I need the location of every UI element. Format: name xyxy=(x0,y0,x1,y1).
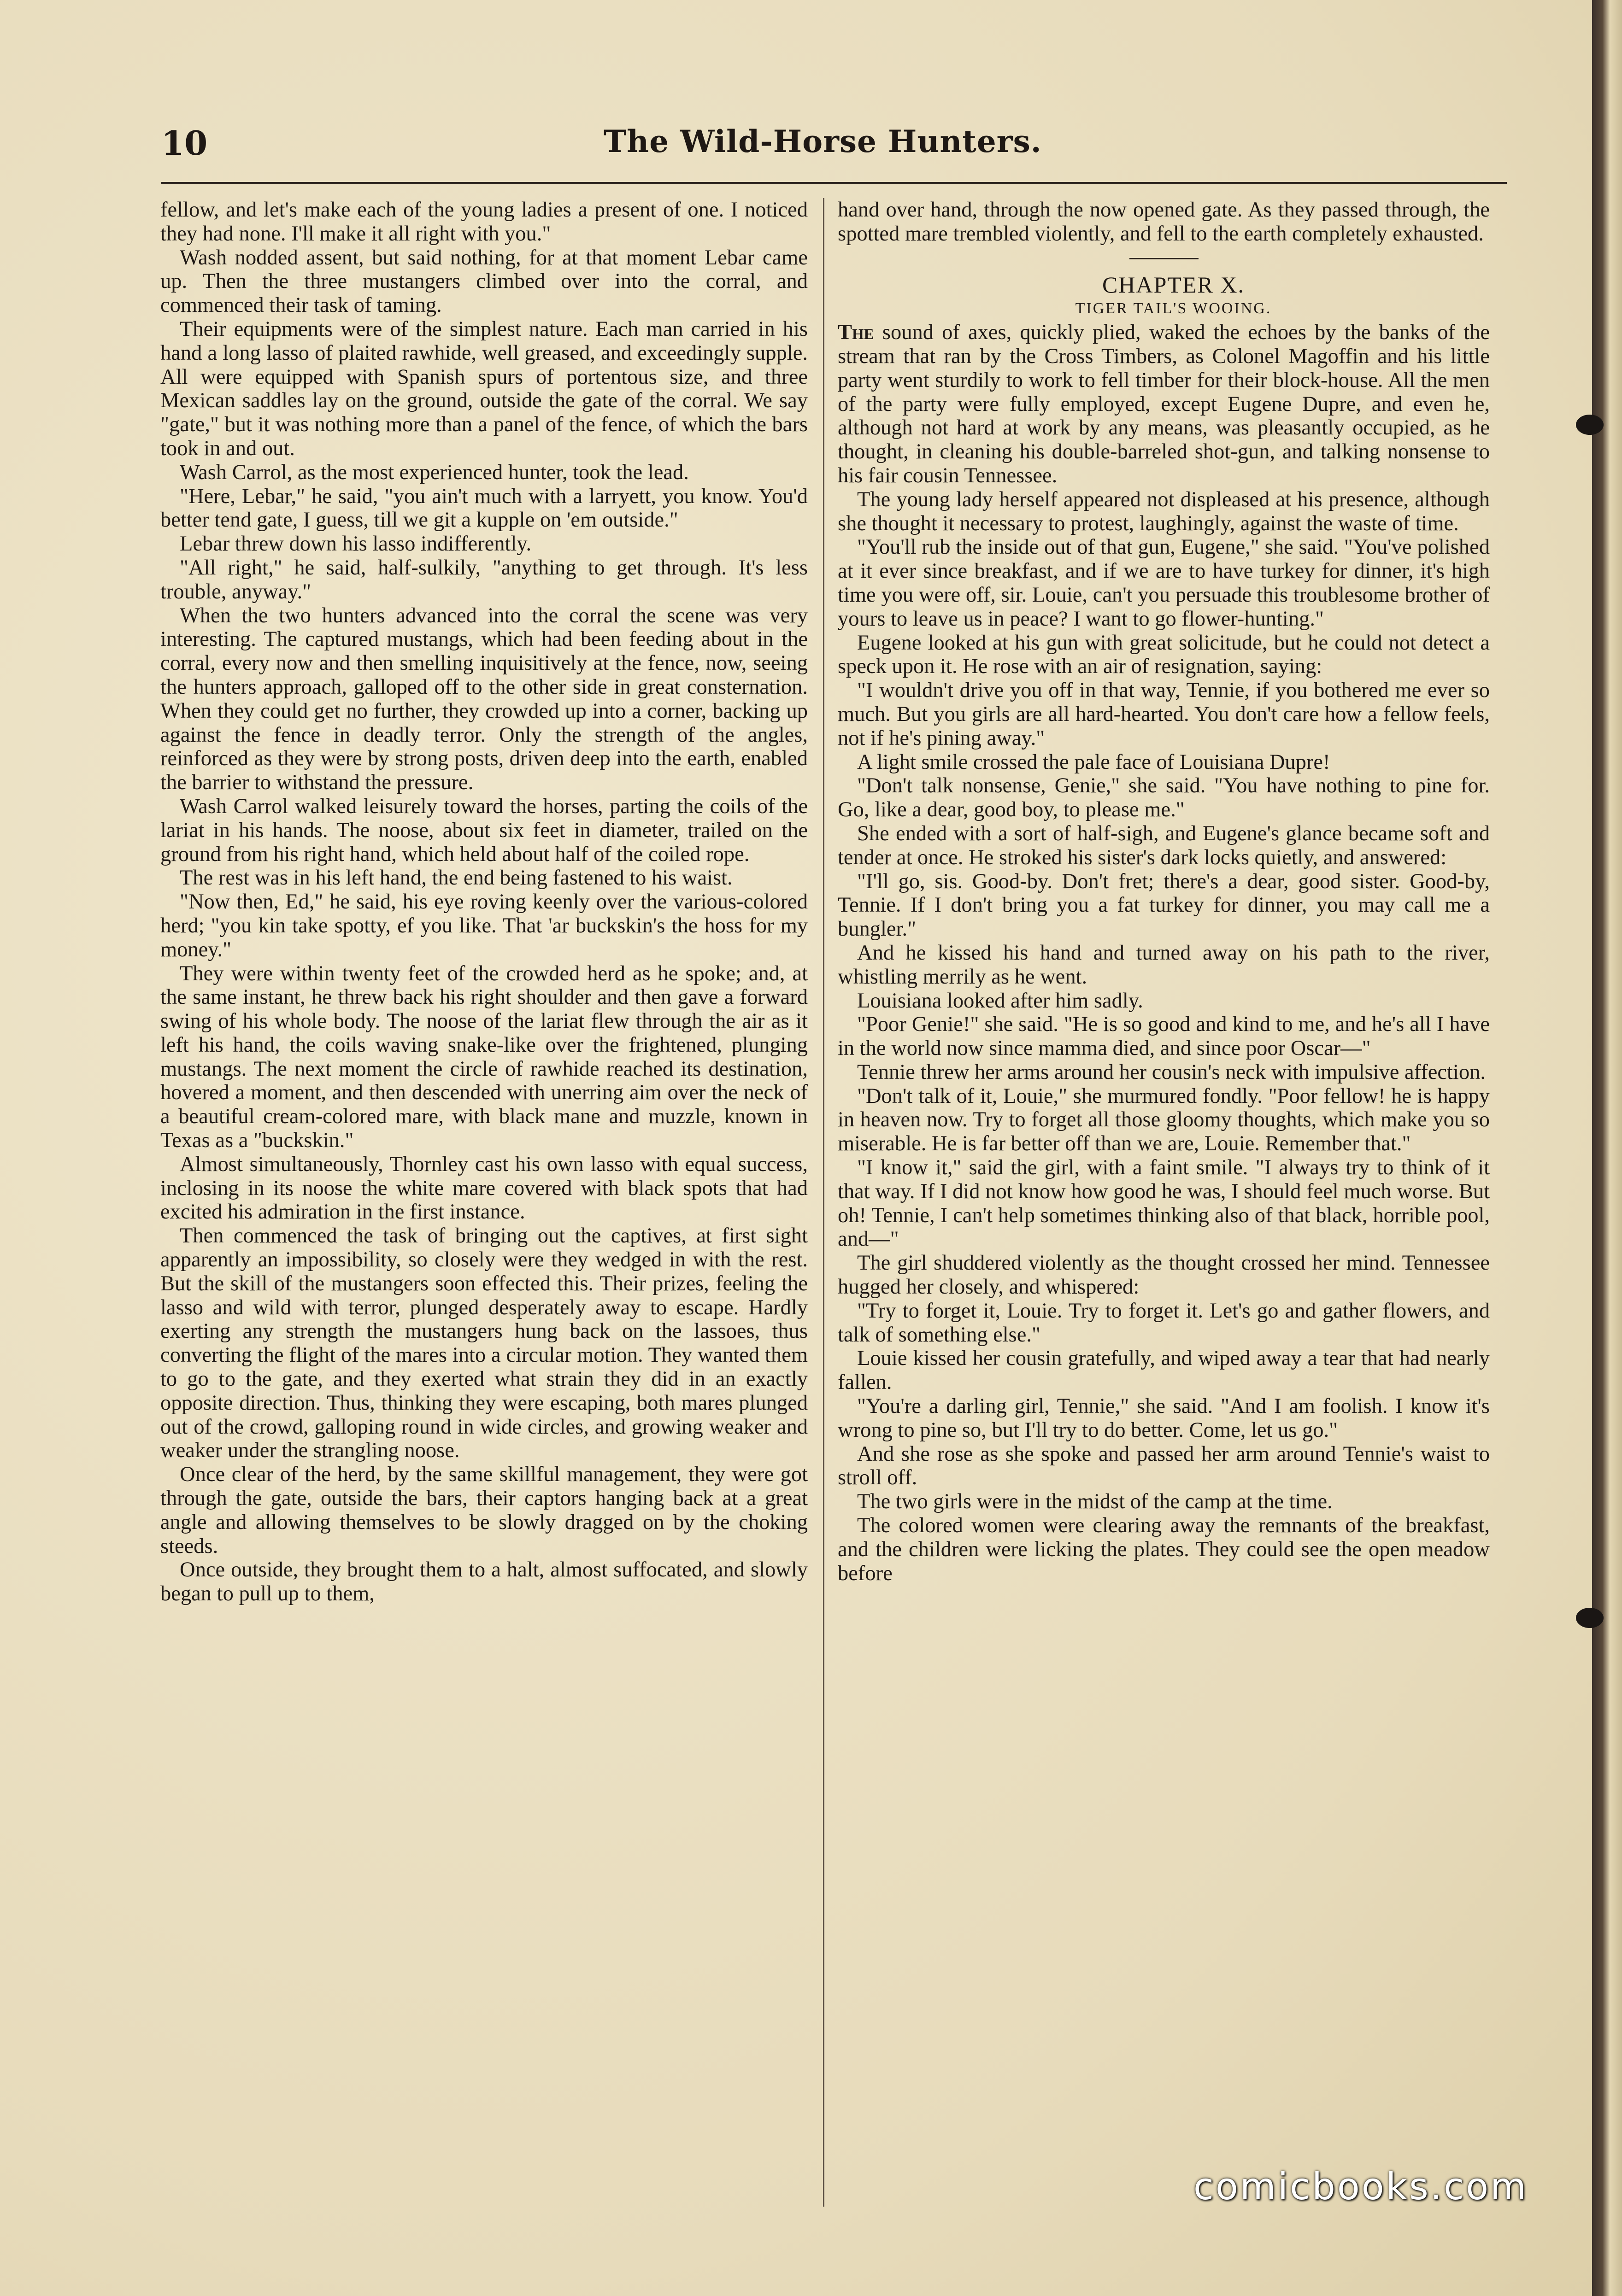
paragraph: The two girls were in the midst of the camp at the time. xyxy=(857,1490,1333,1514)
paragraph: Lebar threw down his lasso indifferently. xyxy=(180,532,532,556)
paragraph: And she rose as she spoke and passed her arm around Tennie's waist to stroll off. xyxy=(838,1442,1490,1490)
paragraph: The girl shuddered violently as the thought crossed her mind. Tennessee hugged her closely, and whispered: xyxy=(838,1251,1490,1299)
page-number: 10 xyxy=(161,123,208,163)
paragraph: Once outside, they brought them to a halt, almost suffocated, and slowly began to pull up to them, xyxy=(160,1558,808,1606)
paragraph: hand over hand, through the now opened gate. As they passed through, the spotted mare trembled violently, and fell to the earth completely exhausted. xyxy=(838,198,1490,246)
staple-mark xyxy=(1576,415,1604,435)
paragraph: "Poor Genie!" she said. "He is so good and kind to me, and he's all I have in the world now since mamma died, and since poor Oscar—" xyxy=(838,1013,1490,1060)
paragraph: A light smile crossed the pale face of Louisiana Dupre! xyxy=(857,750,1330,774)
paragraph: Louisiana looked after him sadly. xyxy=(857,989,1143,1013)
binding-gutter xyxy=(1592,0,1622,2296)
chapter-first-paragraph xyxy=(838,321,1490,488)
paragraph: They were within twenty feet of the crowded herd as he spoke; and, at the same instant, he threw back his right shoulder and then gave a forward swing of his whole body. The noose of the lariat flew through the air as it left his hand, the coils waving snake-like over the frightened, plunging mustangs. The next moment the circle of rawhide reached its destination, hovered a moment, and then descended with unerring aim over the neck of a beautiful cream-colored mare, with black mane and muzzle, known in Texas as a "buckskin." xyxy=(160,961,808,1153)
paragraph: The young lady herself appeared not displeased at his presence, although she thought it necessary to protest, laughingly, against the waste of time. xyxy=(838,487,1490,535)
paragraph: Louie kissed her cousin gratefully, and wiped away a tear that had nearly fallen. xyxy=(838,1347,1490,1394)
column-divider xyxy=(823,198,824,2207)
paragraph: Then commenced the task of bringing out the captives, at first sight apparently an impossibility, so closely were they wedged in with the rest. But the skill of the mustangers soon effected this. Their prizes, feeling the lasso and wild with terror, plunged desperately away to escape. Hardly exerting any strength the mustangers hung back on the lassoes, thus converting the flight of the mares into a circular motion. They wanted them to go to the gate, and they exerted what strain they did in an exactly opposite direction. Thus, thinking they were escaping, both mares plunged out of the crowd, galloping round in wide circles, and growing weaker and weaker under the strangling noose. xyxy=(160,1224,808,1463)
paragraph: Eugene looked at his gun with great solicitude, but he could not detect a speck upon it. He rose with an air of resignation, saying: xyxy=(838,631,1490,679)
paragraph: Wash Carrol walked leisurely toward the horses, parting the coils of the lariat in his hands. The noose, about six feet in diameter, trailed on the ground from his right hand, which held about half of the coiled rope. xyxy=(160,794,808,866)
paragraph: She ended with a sort of half-sigh, and Eugene's glance became soft and tender at once. He stroked his sister's dark locks quietly, and answered: xyxy=(838,821,1490,869)
paragraph: Wash nodded assent, but said nothing, for at that moment Lebar came up. Then the three mustangers climbed over into the corral, and commenced their task of taming. xyxy=(160,246,808,317)
chapter-heading: CHAPTER X. xyxy=(1102,271,1245,298)
paragraph: The rest was in his left hand, the end being fastened to his waist. xyxy=(180,866,733,890)
paragraph: Almost simultaneously, Thornley cast his own lasso with equal success, inclosing in its noose the white mare covered with black spots that had excited his admiration in the first instance. xyxy=(160,1152,808,1224)
watermark: comicbooks.com xyxy=(1193,2165,1528,2208)
paragraph: "I know it," said the girl, with a faint smile. "I always try to think of it that way. If I did not know how good he was, I should feel much worse. But oh! Tennie, I can't help sometimes thinking also of that black, horrible pool, and—" xyxy=(838,1156,1490,1251)
header-rule xyxy=(161,182,1507,184)
paragraph: Their equipments were of the simplest nature. Each man carried in his hand a long lasso of plaited rawhide, well greased, and exceedingly supple. All were equipped with Spanish spurs of portentous size, and three Mexican saddles lay on the ground, outside the gate of the corral. We say "gate," but it was nothing more than a panel of the fence, of which the bars took in and out. xyxy=(160,317,808,460)
paragraph: fellow, and let's make each of the young ladies a present of one. I noticed they had none. I'll make it all right with you." xyxy=(160,198,808,246)
paragraph: Once clear of the herd, by the same skillful management, they were got through the gate, outside the bars, their captors hanging back at a great angle and allowing themselves to be slowly dragged on by the choking steeds. xyxy=(160,1463,808,1558)
staple-mark xyxy=(1576,1608,1604,1628)
paragraph: When the two hunters advanced into the corral the scene was very interesting. The captured mustangs, which had been feeding about in the corral, every now and then smelling inquisitively at the fence, now, seeing the hunters approach, galloped off to the other side in great consternation. When they could get no further, they crowded up into a corner, backing up against the fence in deadly terror. Only the strength of the angles, reinforced as they were by strong posts, driven deep into the earth, enabled the barrier to withstand the pressure. xyxy=(160,603,808,795)
paragraph-text: sound of axes, quickly plied, waked the echoes by the banks of the stream that ran by the Cross Timbers, as Colonel Magoffin and his little party went sturdily to work to fell timber for their block-house. All the men of the party were fully employed, except Eugene Dupre, and even he, although not hard at work by any means, was pleasantly occupied, as he thought, in cleaning his double-barreled shot-gun, and talking nonsense to his fair cousin Tennessee. xyxy=(838,321,1490,487)
right-column xyxy=(838,198,1490,2207)
paragraph: "Try to forget it, Louie. Try to forget it. Let's go and gather flowers, and talk of something else." xyxy=(838,1299,1490,1347)
section-rule xyxy=(1129,258,1199,259)
lead-word: The xyxy=(838,321,874,345)
paragraph: "All right," he said, half-sulkily, "anything to get through. It's less trouble, anyway." xyxy=(160,556,808,603)
paragraph: "You're a darling girl, Tennie," she said. "And I am foolish. I know it's wrong to pine so, but I'll try to do better. Come, let us go." xyxy=(838,1394,1490,1442)
paragraph: "Don't talk nonsense, Genie," she said. "You have nothing to pine for. Go, like a dear, good boy, to please me." xyxy=(838,774,1490,822)
paragraph: "Here, Lebar," he said, "you ain't much with a larryett, you know. You'd better tend gate, I guess, till we git a kupple on 'em outside." xyxy=(160,484,808,532)
paragraph: "You'll rub the inside out of that gun, Eugene," she said. "You've polished at it ever since breakfast, and if we are to have turkey for dinner, it's high time you were off, sir. Louie, can't you persuade this troublesome brother of yours to leave us in peace? I want to go flower-hunting." xyxy=(838,535,1490,631)
paragraph: Tennie threw her arms around her cousin's neck with impulsive affection. xyxy=(857,1060,1486,1084)
left-column xyxy=(160,198,808,2207)
page-header xyxy=(161,123,1507,174)
paragraph: The colored women were clearing away the remnants of the breakfast, and the children were licking the plates. They could see the open meadow before xyxy=(838,1514,1490,1585)
paragraph: "I'll go, sis. Good-by. Don't fret; there's a dear, good sister. Good-by, Tennie. If I don't bring you a fat turkey for dinner, you may call me a bungler." xyxy=(838,869,1490,941)
paragraph: Wash Carrol, as the most experienced hunter, took the lead. xyxy=(180,460,689,484)
chapter-subtitle: TIGER TAIL'S WOOING. xyxy=(1075,300,1272,317)
running-title: The Wild-Horse Hunters. xyxy=(604,123,1042,159)
paragraph: And he kissed his hand and turned away on his path to the river, whistling merrily as he went. xyxy=(838,941,1490,989)
paragraph: "Now then, Ed," he said, his eye roving keenly over the various-colored herd; "you kin take spotty, ef you like. That 'ar buckskin's the hoss for my money." xyxy=(160,890,808,961)
paragraph: "Don't talk of it, Louie," she murmured fondly. "Poor fellow! he is happy in heaven now. Try to forget all those gloomy thoughts, which make you so miserable. He is far better off than we are, Louie. Remember that." xyxy=(838,1084,1490,1156)
paragraph: "I wouldn't drive you off in that way, Tennie, if you bothered me ever so much. But you girls are all hard-hearted. You don't care how a fellow feels, not if he's pining away." xyxy=(838,679,1490,750)
